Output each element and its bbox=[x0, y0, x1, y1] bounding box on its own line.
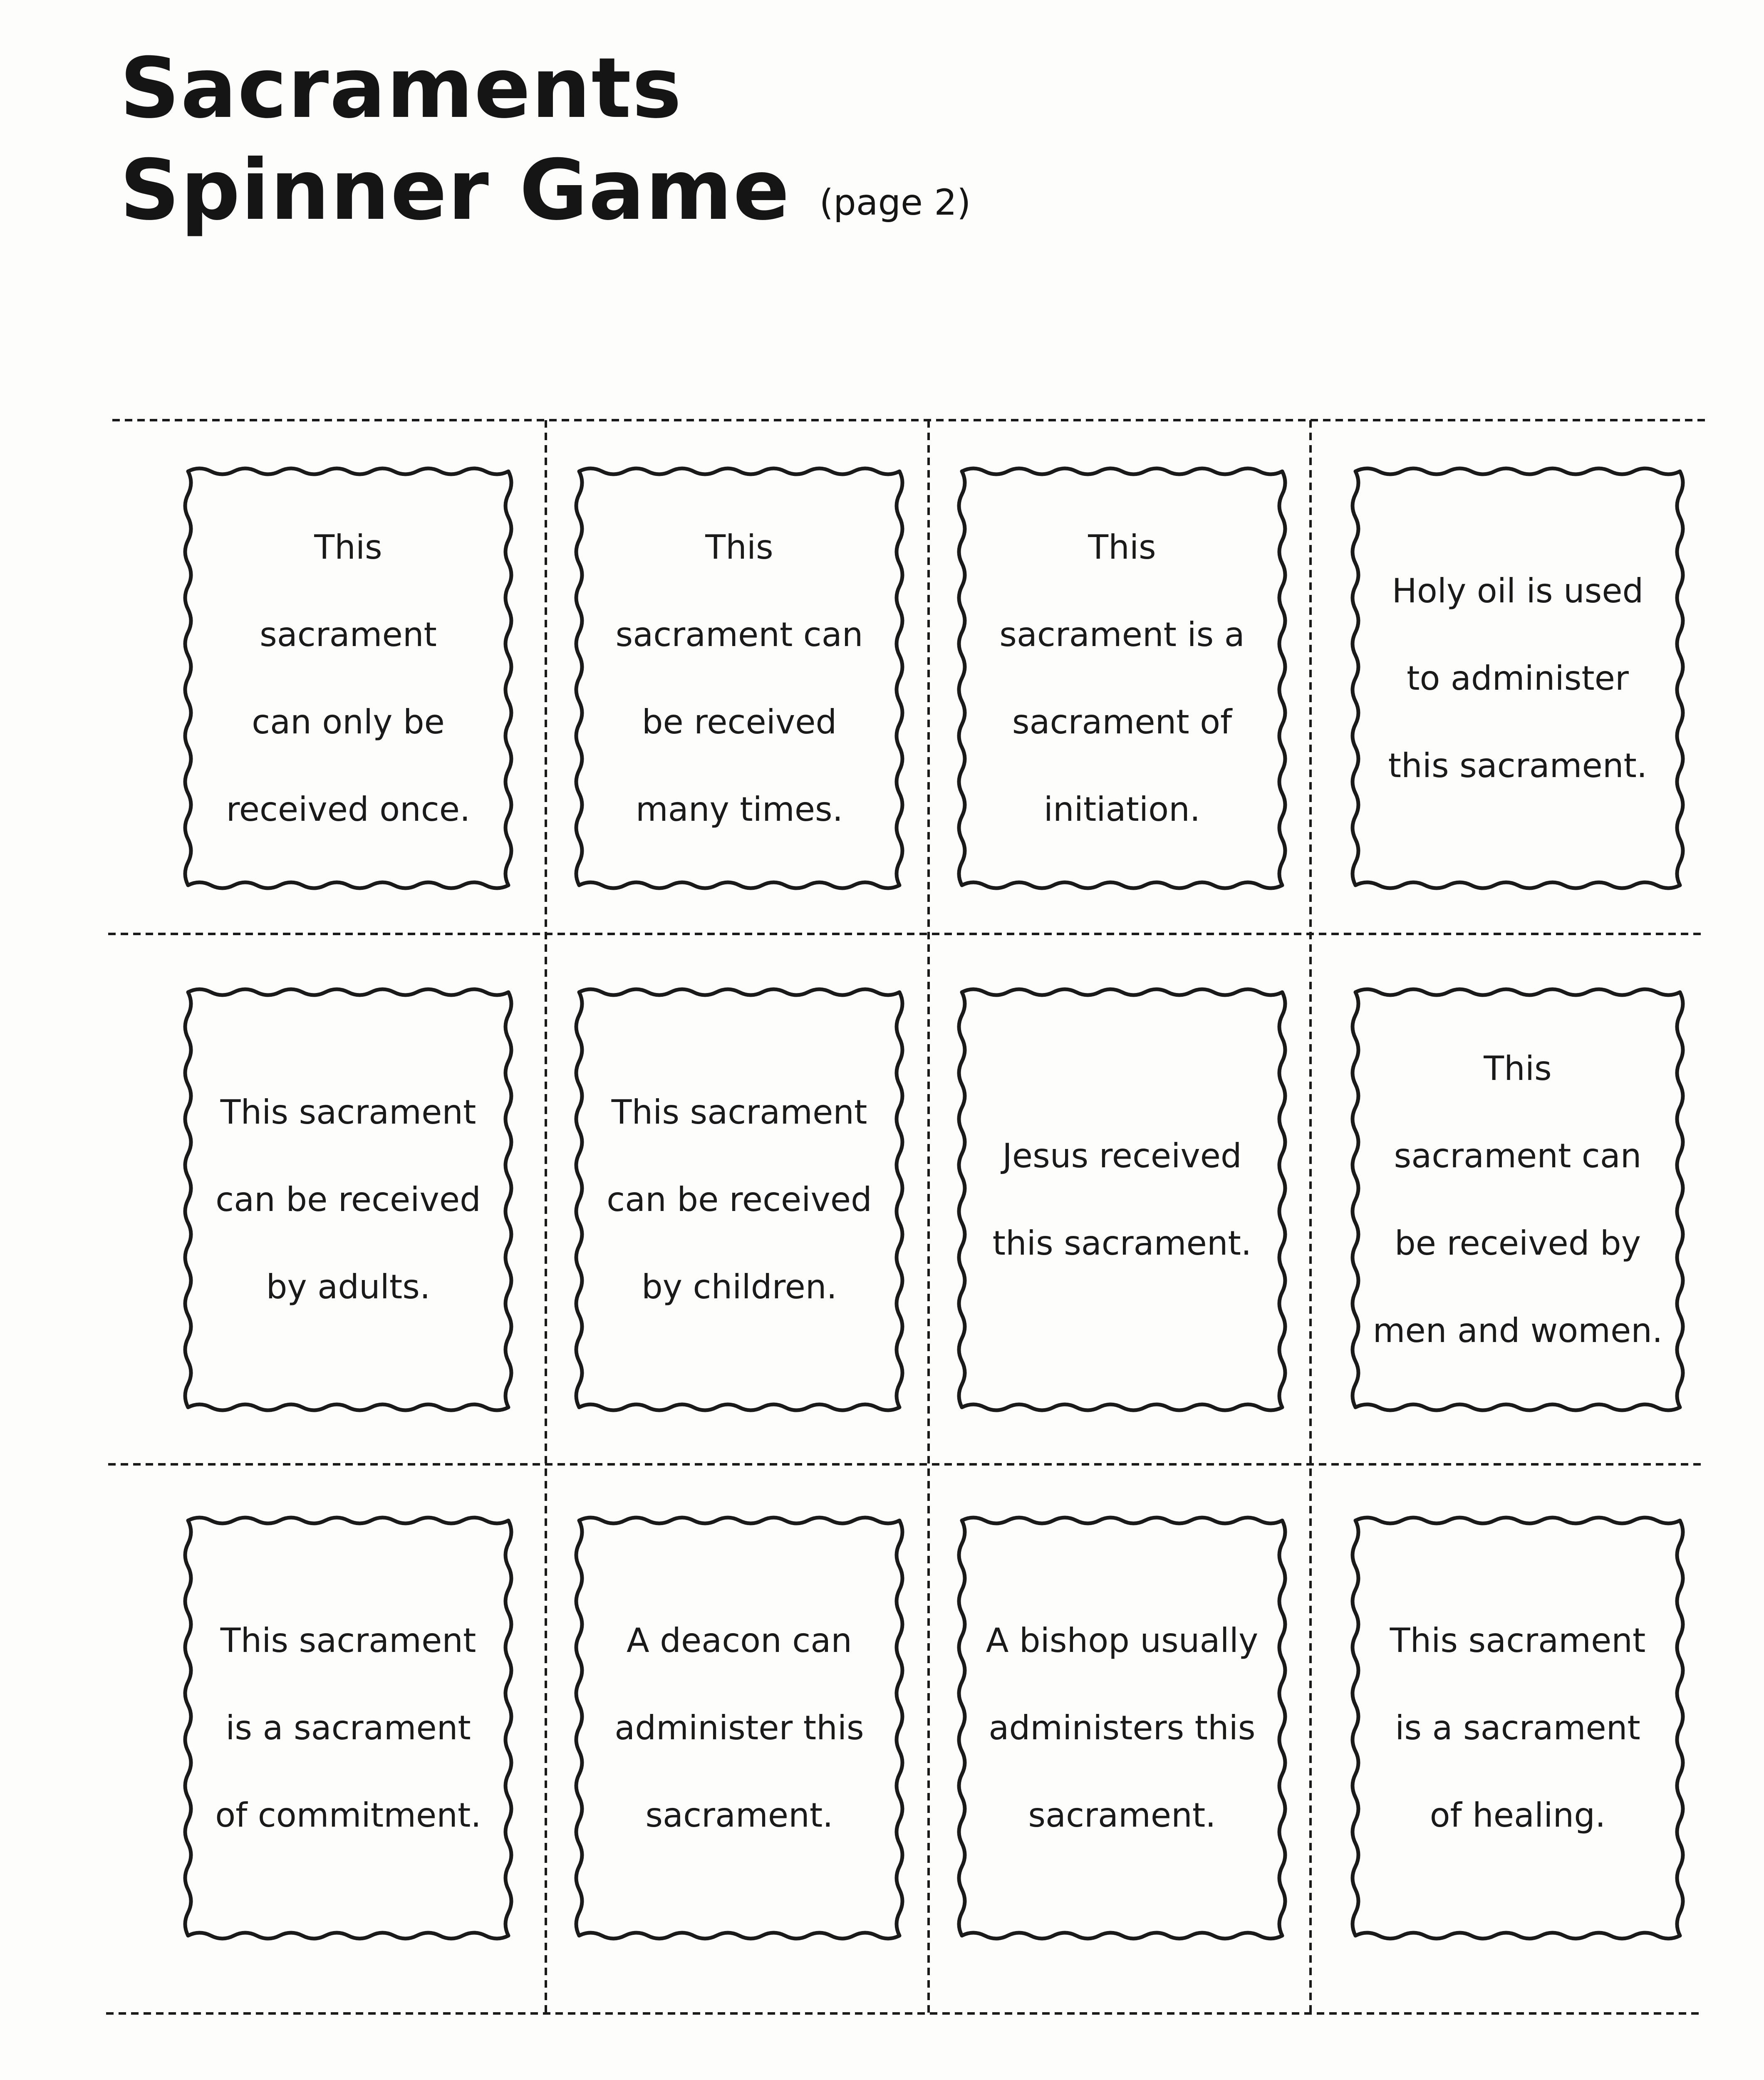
page-label: (page 2) bbox=[819, 182, 971, 223]
card-text: This sacrament is a sacrament of initiation. bbox=[999, 527, 1245, 829]
card-text: This sacrament can be received by children. bbox=[607, 1093, 872, 1306]
card-text: This sacrament can be received by men and women. bbox=[1373, 1049, 1663, 1350]
card-text: A bishop usually administers this sacrament. bbox=[986, 1621, 1259, 1835]
card-text: A deacon can administer this sacrament. bbox=[614, 1621, 864, 1835]
title-line-2: Spinner Game bbox=[120, 142, 790, 239]
card-text: This sacrament is a sacrament of commitment. bbox=[215, 1621, 481, 1835]
title-line-1: Sacraments bbox=[120, 40, 683, 137]
card-text: This sacrament is a sacrament of healing. bbox=[1390, 1621, 1646, 1835]
card-text: This sacrament can only be received once. bbox=[226, 527, 471, 829]
card-text: Jesus received this sacrament. bbox=[992, 1137, 1252, 1263]
card-text: This sacrament can be received many times. bbox=[615, 527, 863, 829]
card-text: Holy oil is used to administer this sacrament. bbox=[1388, 571, 1648, 785]
card-text: This sacrament can be received by adults. bbox=[216, 1093, 481, 1306]
